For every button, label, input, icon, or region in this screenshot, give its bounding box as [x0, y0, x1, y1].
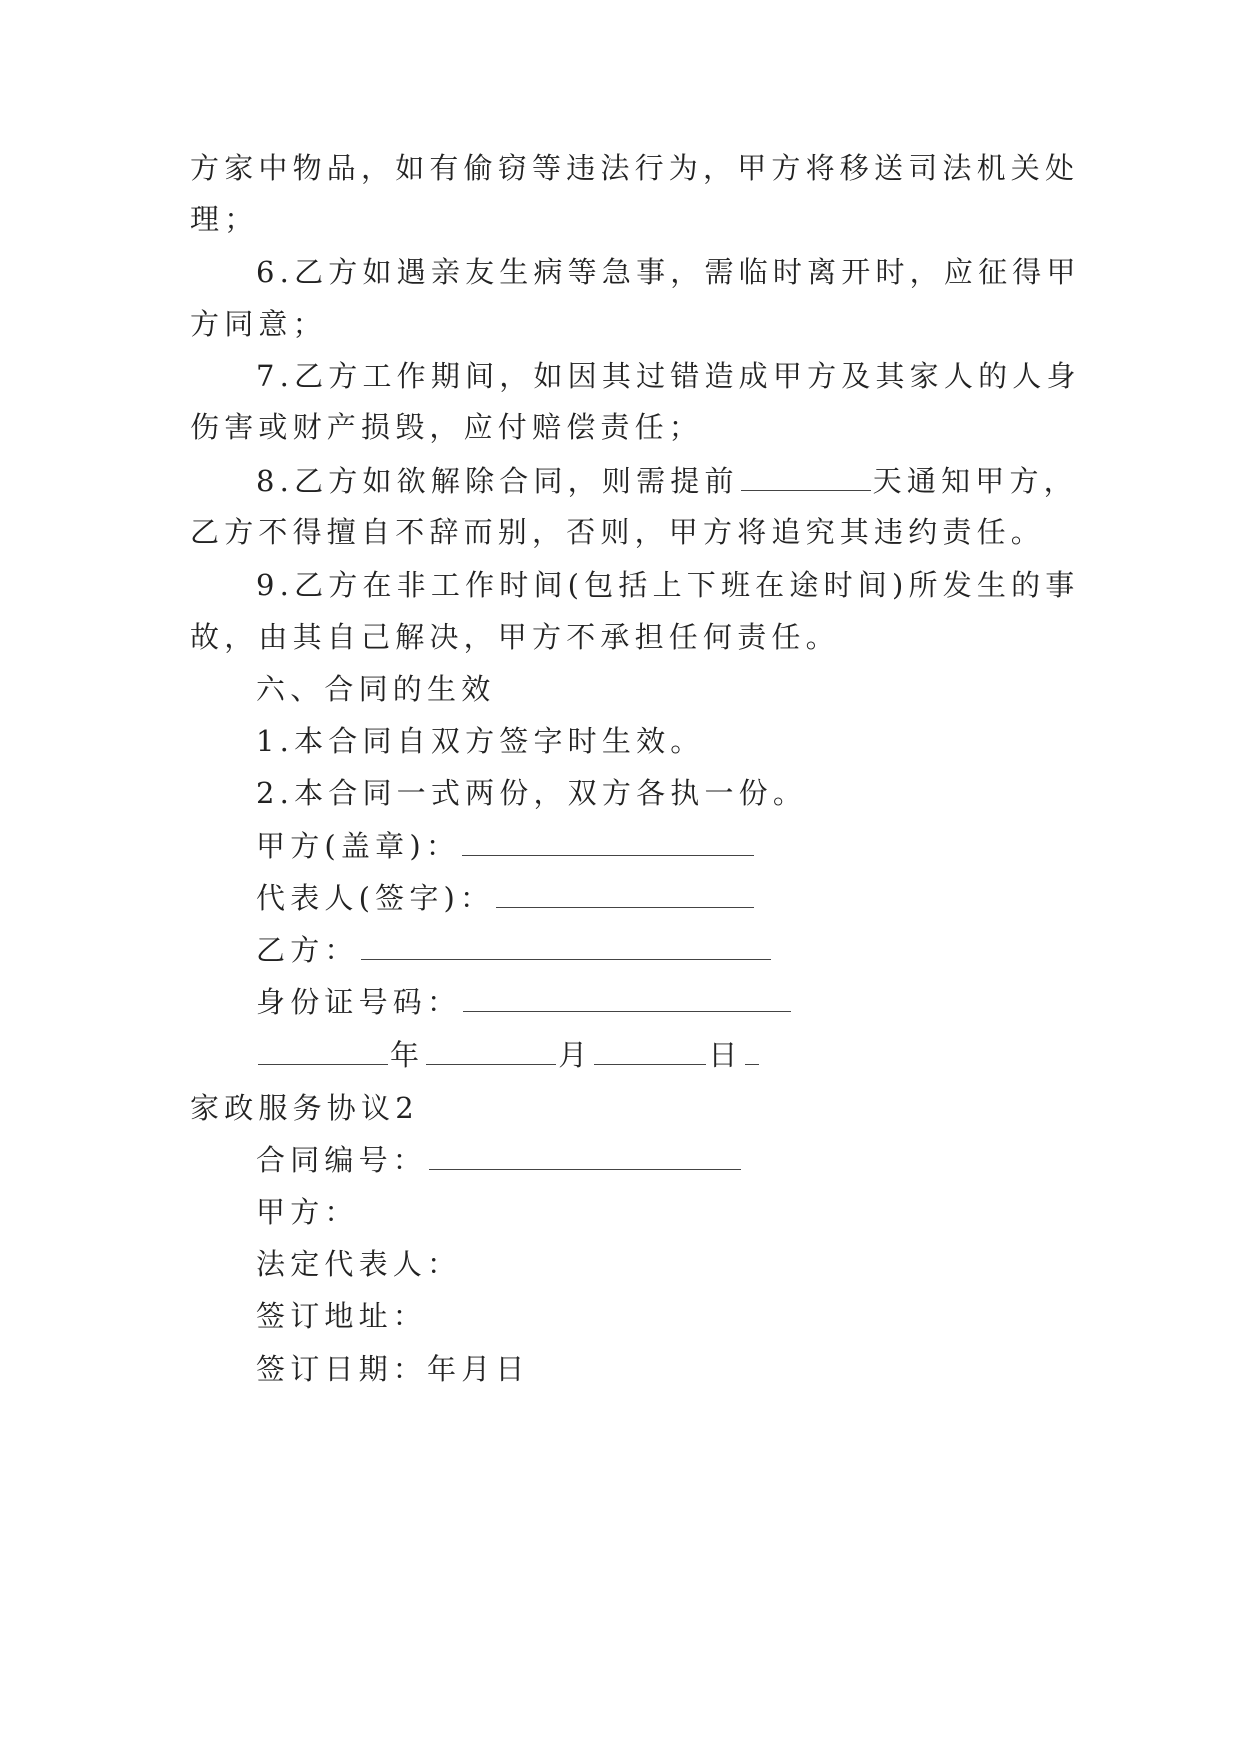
text: 方同意；: [190, 307, 327, 341]
paragraph-line: [190, 148, 1079, 188]
party-b-blank: [361, 935, 771, 960]
trailing-blank: [745, 1040, 759, 1065]
text: 家政服务协议2: [190, 1091, 419, 1125]
clause-9: [256, 565, 1080, 605]
text: 7.乙方工作期间，如因其过错造成甲方及其家人的人身: [256, 359, 1081, 393]
text: 六、合同的生效: [256, 672, 496, 706]
label: 合同编号：: [256, 1143, 428, 1177]
label: 代表人(签字)：: [256, 881, 495, 915]
text: 理；: [190, 202, 259, 236]
sign-date-line: [256, 1349, 530, 1389]
text: 故，由其自己解决，甲方不承担任何责任。: [190, 620, 840, 654]
label: 乙方：: [256, 933, 359, 967]
label: 甲方：: [256, 1195, 359, 1229]
text: 8.乙方如欲解除合同，则需提前: [256, 464, 739, 498]
month-label: 月: [558, 1038, 593, 1072]
text: 9.乙方在非工作时间(包括上下班在途时间)所发生的事: [256, 568, 1080, 602]
label: 签订日期：年月日: [256, 1352, 530, 1386]
label: 甲方(盖章)：: [256, 829, 461, 863]
clause-7: [256, 356, 1081, 396]
notice-days-blank: [741, 466, 871, 491]
clause-6: [256, 252, 1081, 292]
legal-rep-line: [256, 1244, 461, 1284]
party-b-line: [256, 930, 773, 970]
text: 方家中物品，如有偷窃等违法行为，甲方将移送司法机关处: [190, 151, 1080, 185]
document-title: [190, 1088, 419, 1128]
day-label: 日: [708, 1038, 743, 1072]
clause-2: [256, 773, 807, 813]
label: 签订地址：: [256, 1299, 428, 1333]
section-heading: [256, 669, 495, 709]
clause-8: [256, 461, 1078, 501]
date-line: [256, 1035, 761, 1075]
paragraph-line: [190, 407, 703, 447]
id-number-line: [256, 982, 793, 1022]
paragraph-line: [190, 512, 1045, 552]
text: 乙方不得擅自不辞而别，否则，甲方将追究其违约责任。: [190, 515, 1046, 549]
text: 2.本合同一式两份，双方各执一份。: [256, 776, 808, 810]
clause-1: [256, 721, 704, 761]
day-blank: [594, 1040, 706, 1065]
label: 法定代表人：: [256, 1247, 462, 1281]
paragraph-line: [190, 617, 840, 657]
paragraph-line: [190, 304, 327, 344]
label: 身份证号码：: [256, 985, 462, 1019]
sign-address-line: [256, 1296, 427, 1336]
representative-blank: [496, 883, 754, 908]
text: 伤害或财产损毁，应付赔偿责任；: [190, 410, 704, 444]
contract-number-blank: [429, 1145, 741, 1170]
month-blank: [426, 1040, 556, 1065]
party-a-seal-line: [256, 826, 756, 866]
party-a-seal-blank: [462, 831, 754, 856]
text: 1.本合同自双方签字时生效。: [256, 724, 705, 758]
year-blank: [258, 1040, 388, 1065]
contract-number-line: [256, 1140, 743, 1180]
text: 天通知甲方，: [872, 464, 1078, 498]
id-number-blank: [463, 987, 791, 1012]
representative-line: [256, 878, 756, 918]
paragraph-line: [190, 199, 258, 239]
text: 6.乙方如遇亲友生病等急事，需临时离开时，应征得甲: [256, 255, 1081, 289]
party-a-line: [256, 1192, 359, 1232]
year-label: 年: [390, 1038, 425, 1072]
